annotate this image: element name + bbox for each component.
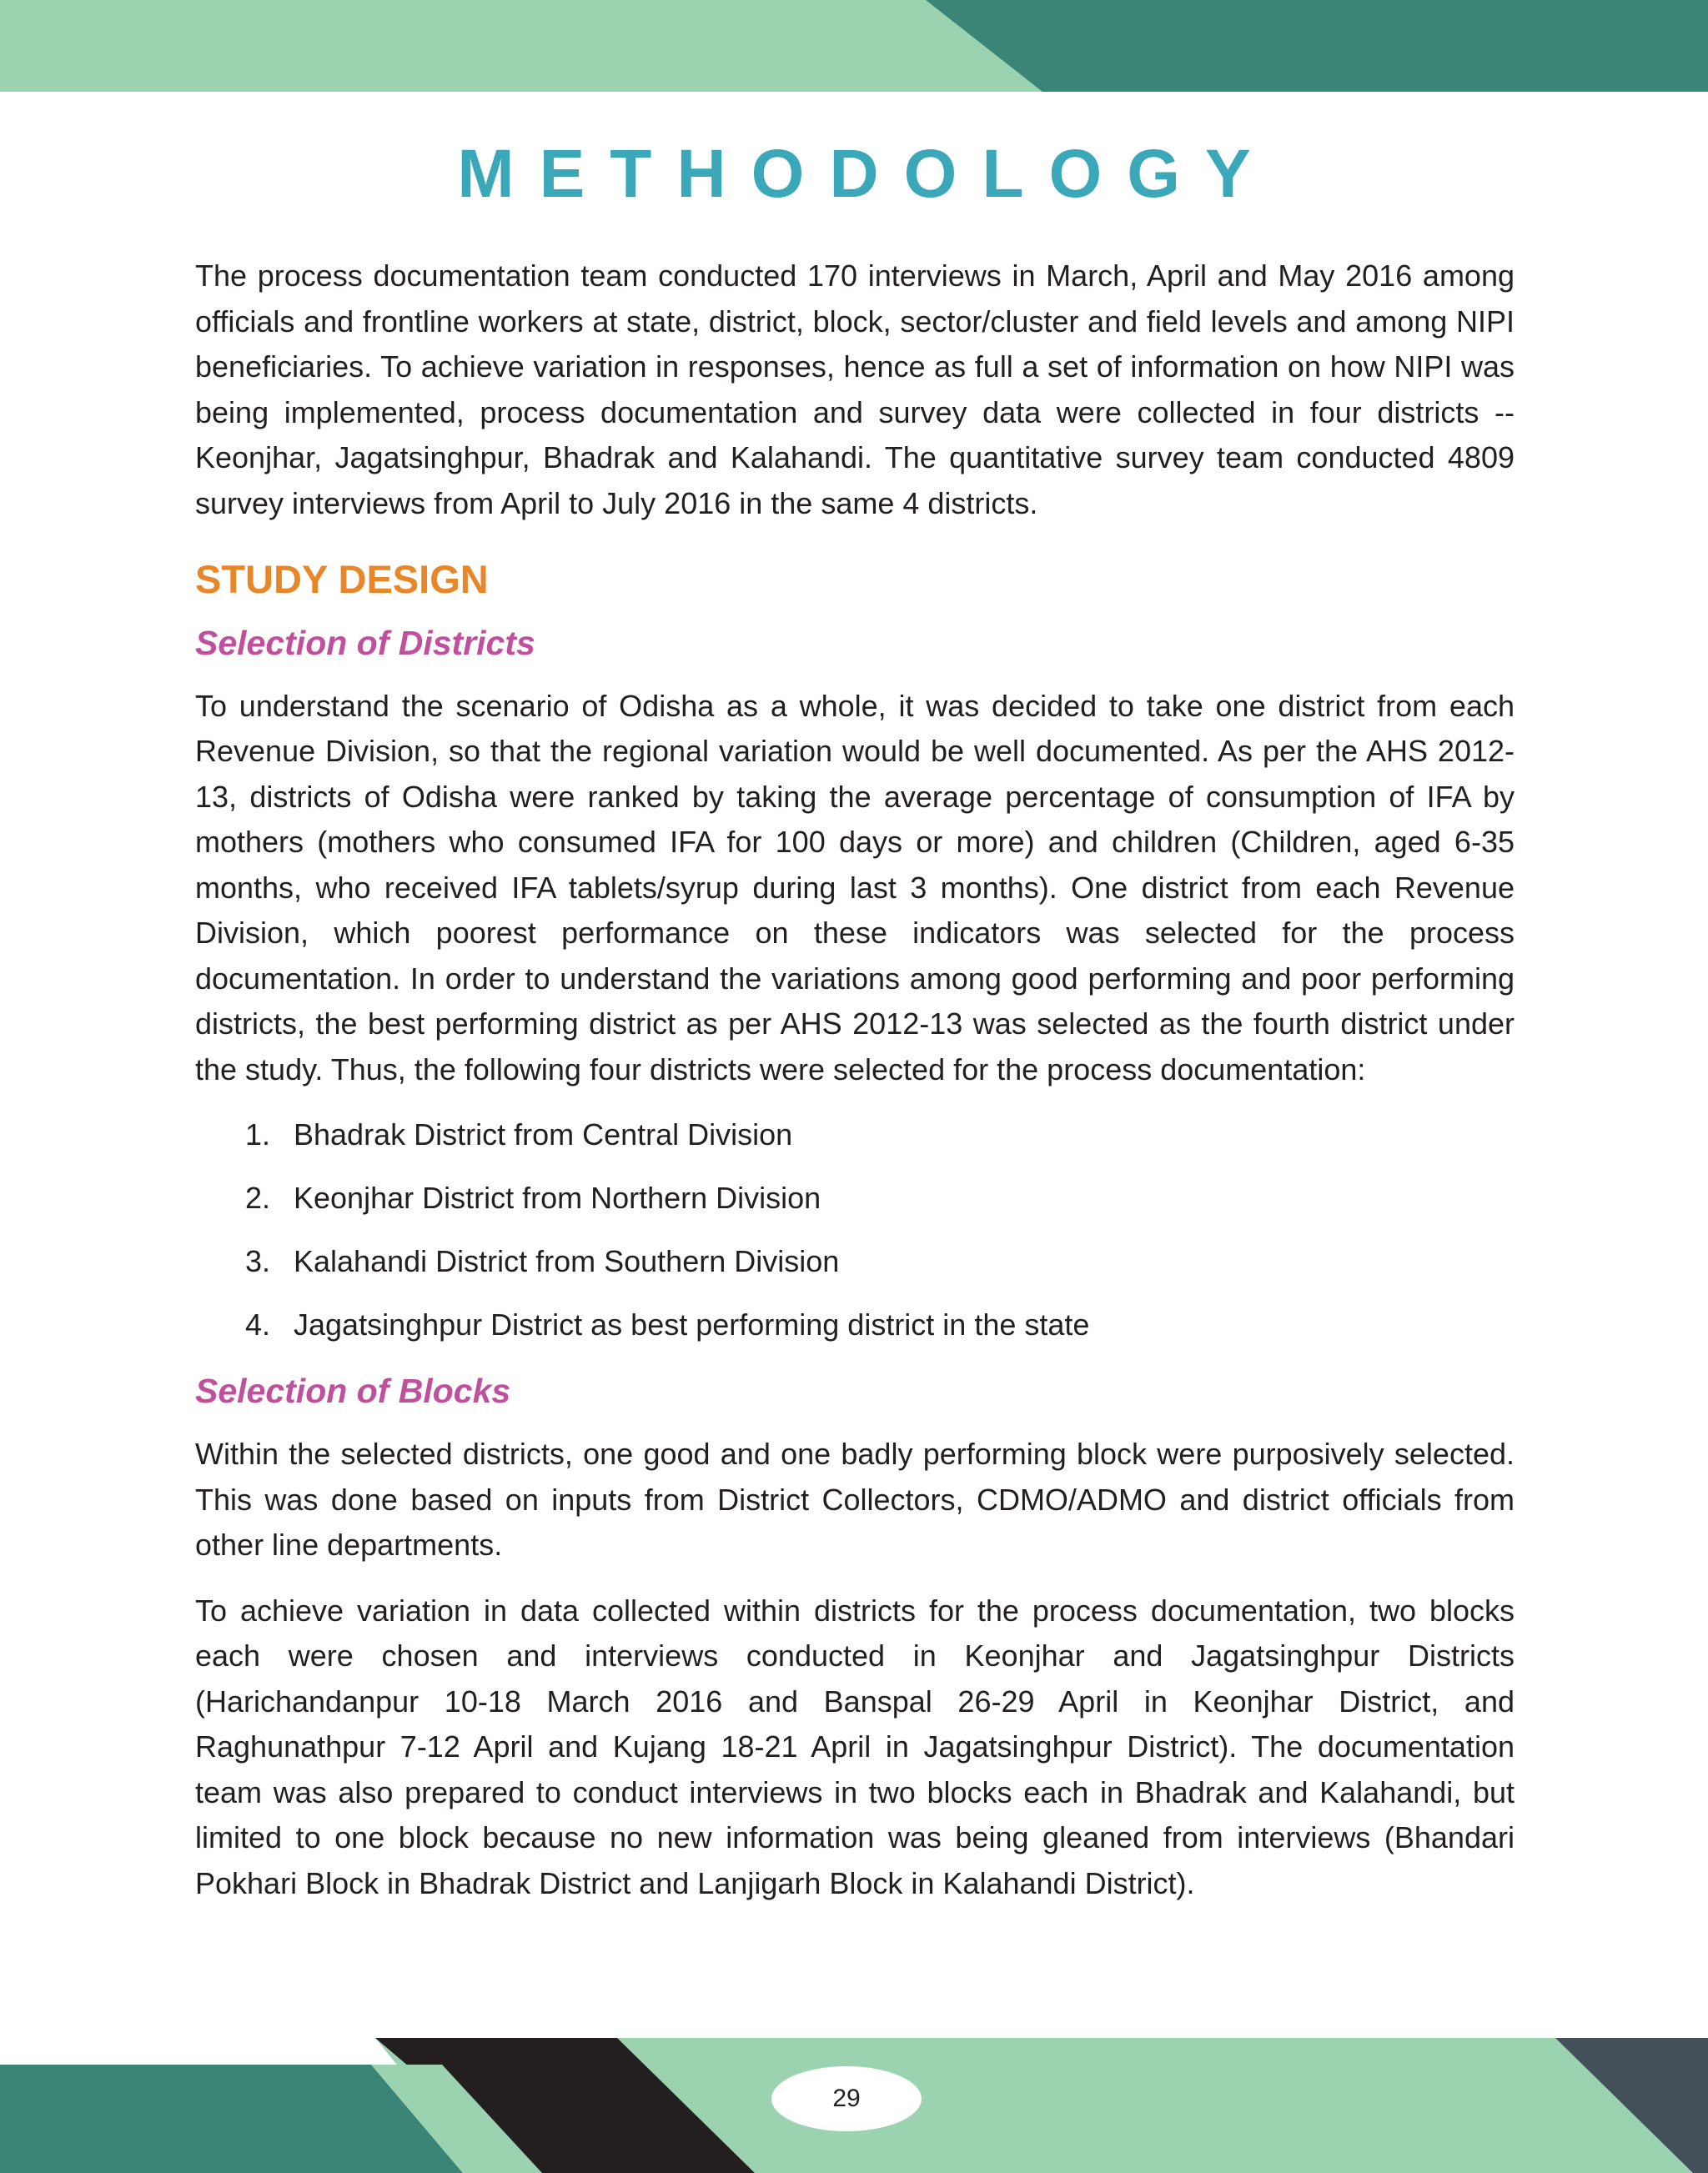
selection-of-blocks-heading: Selection of Blocks: [195, 1372, 511, 1411]
list-item-number: 4.: [245, 1307, 271, 1342]
list-item-text: Keonjhar District from Northern Division: [294, 1181, 821, 1216]
list-item: [195, 1112, 1515, 1157]
list-item-number: 2.: [245, 1181, 271, 1216]
district-list: [195, 1112, 1515, 1347]
main-content: [195, 253, 1515, 1926]
top-band-teal: [926, 0, 1708, 92]
blocks-paragraph-1: Within the selected districts, one good and one badly performing block were purposively selected. This was done based on inputs from District Collectors, CDMO/ADMO and district officials from other line departments.: [195, 1437, 1515, 1563]
selection-of-districts-heading: Selection of Districts: [195, 623, 535, 662]
intro-paragraph: The process documentation team conducted 170 interviews in March, April and May 2016 among officials and frontline workers at state, district, block, sector/cluster and field levels and among NIPI beneficiaries. To achieve variation in responses, hence as full a set of information on how NIPI was being implemented, process documentation and survey data were collected in four districts -- Keonjhar, Jagatsinghpur, Bhadrak and Kalahandi. The quantitative survey team conducted 4809 survey interviews from April to July 2016 in the same 4 districts.: [195, 258, 1515, 520]
list-item-text: Kalahandi District from Southern Division: [294, 1244, 840, 1279]
list-item-number: 3.: [245, 1244, 271, 1279]
page-number: 29: [771, 2066, 922, 2131]
districts-paragraph: To understand the scenario of Odisha as a whole, it was decided to take one district from each Revenue Division, so that the regional variation would be well documented. As per the AHS 2012-13, districts of Odisha were ranked by taking the average percentage of consumption of IFA by mothers (mothers who consumed IFA for 100 days or more) and children (Children, aged 6-35 months, who received IFA tablets/syrup during last 3 months). One district from each Revenue Division, which poorest performance on these indicators was selected for the process documentation. In order to understand the variations among good performing and poor performing districts, the best performing district as per AHS 2012-13 was selected as the fourth district under the study. Thus, the following four districts were selected for the process documentation:: [195, 688, 1515, 1086]
list-item-text: Jagatsinghpur District as best performing district in the state: [294, 1307, 1090, 1342]
study-design-heading: STUDY DESIGN: [195, 557, 489, 601]
blocks-paragraph-2: To achieve variation in data collected within districts for the process documentation, two blocks each were chosen and interviews conducted in Keonjhar and Jagatsinghpur Districts (Harichandanpur 10-18 March 2016 and Banspal 26-29 April in Keonjhar District, and Raghunathpur 7-12 April and Kujang 18-21 April in Jagatsinghpur District). The documentation team was also prepared to conduct interviews in two blocks each in Bhadrak and Kalahandi, but limited to one block because no new information was being gleaned from interviews (Bhandari Pokhari Block in Bhadrak District and Lanjigarh Block in Kalahandi District).: [195, 1593, 1515, 1900]
list-item: [195, 1239, 1515, 1284]
list-item-number: 1.: [245, 1117, 271, 1152]
list-item-text: Bhadrak District from Central Division: [294, 1117, 793, 1152]
top-decorative-band: [0, 0, 1708, 93]
list-item: [195, 1176, 1515, 1221]
list-item: [195, 1302, 1515, 1347]
page-title: METHODOLOGY: [457, 136, 1276, 212]
